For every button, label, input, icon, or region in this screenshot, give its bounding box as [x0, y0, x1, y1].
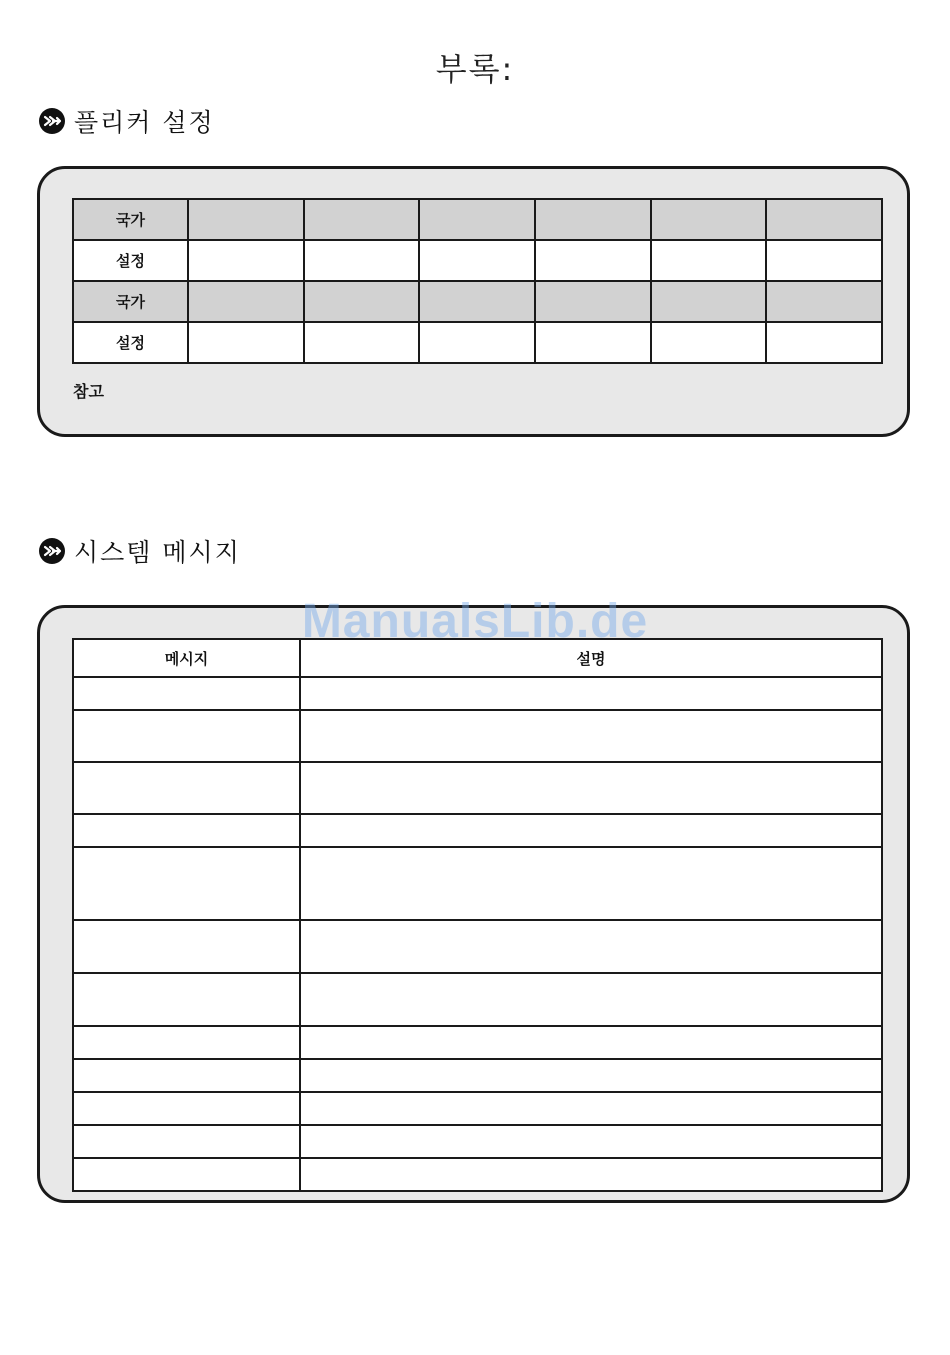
description-cell [300, 1092, 882, 1125]
arrow-bullet-icon [38, 107, 66, 135]
message-cell [73, 814, 300, 847]
table-row [73, 814, 882, 847]
row-label: 국가 [73, 281, 188, 322]
description-cell [300, 762, 882, 814]
table-cell [766, 322, 882, 363]
section-heading-flicker [38, 104, 215, 138]
table-row [73, 199, 882, 240]
table-row [73, 322, 882, 363]
table-cell [419, 322, 535, 363]
column-header-message: 메시지 [73, 639, 300, 677]
message-cell [73, 1092, 300, 1125]
description-cell [300, 1059, 882, 1092]
description-cell [300, 920, 882, 973]
table-cell [535, 322, 651, 363]
column-header-description: 설명 [300, 639, 882, 677]
table-cell [651, 281, 767, 322]
message-cell [73, 1059, 300, 1092]
description-cell [300, 814, 882, 847]
table-row [73, 762, 882, 814]
table-cell [766, 240, 882, 281]
message-cell [73, 762, 300, 814]
table-cell [188, 322, 304, 363]
table-cell [304, 281, 420, 322]
table-row [73, 240, 882, 281]
table-cell [188, 240, 304, 281]
row-label: 설정 [73, 240, 188, 281]
description-cell [300, 847, 882, 920]
table-cell [766, 281, 882, 322]
description-cell [300, 1125, 882, 1158]
table-row [73, 1092, 882, 1125]
table-row [73, 1059, 882, 1092]
message-cell [73, 920, 300, 973]
arrow-bullet-icon [38, 537, 66, 565]
table-cell [651, 322, 767, 363]
table-row [73, 281, 882, 322]
watermark: ManualsLib.de [301, 595, 649, 648]
table-cell [419, 240, 535, 281]
flicker-panel [37, 166, 910, 437]
table-cell [304, 199, 420, 240]
table-cell [535, 199, 651, 240]
messages-table [72, 638, 883, 1192]
description-cell [300, 677, 882, 710]
table-row [73, 973, 882, 1026]
description-cell [300, 973, 882, 1026]
description-cell [300, 1158, 882, 1191]
message-cell [73, 1125, 300, 1158]
table-row [73, 920, 882, 973]
section-heading-messages [38, 534, 241, 568]
table-cell [535, 240, 651, 281]
message-cell [73, 1158, 300, 1191]
table-row [73, 1158, 882, 1191]
messages-panel [37, 605, 910, 1203]
message-cell [73, 677, 300, 710]
table-cell [651, 240, 767, 281]
table-cell [419, 281, 535, 322]
table-row [73, 1125, 882, 1158]
table-cell [304, 240, 420, 281]
table-cell [304, 322, 420, 363]
message-cell [73, 710, 300, 762]
description-cell [300, 1026, 882, 1059]
table-row [73, 847, 882, 920]
table-row [73, 710, 882, 762]
table-cell [766, 199, 882, 240]
row-label: 국가 [73, 199, 188, 240]
section-title: 플리커 설정 [74, 108, 215, 137]
table-cell [535, 281, 651, 322]
note-label: 참고 [73, 382, 104, 401]
table-cell [419, 199, 535, 240]
table-cell [651, 199, 767, 240]
section-title: 시스템 메시지 [74, 538, 241, 567]
message-cell [73, 973, 300, 1026]
table-row [73, 677, 882, 710]
row-label: 설정 [73, 322, 188, 363]
page-title: 부록: [435, 50, 515, 88]
flicker-table [72, 198, 883, 364]
message-cell [73, 847, 300, 920]
message-cell [73, 1026, 300, 1059]
table-row [73, 1026, 882, 1059]
table-cell [188, 281, 304, 322]
description-cell [300, 710, 882, 762]
table-cell [188, 199, 304, 240]
